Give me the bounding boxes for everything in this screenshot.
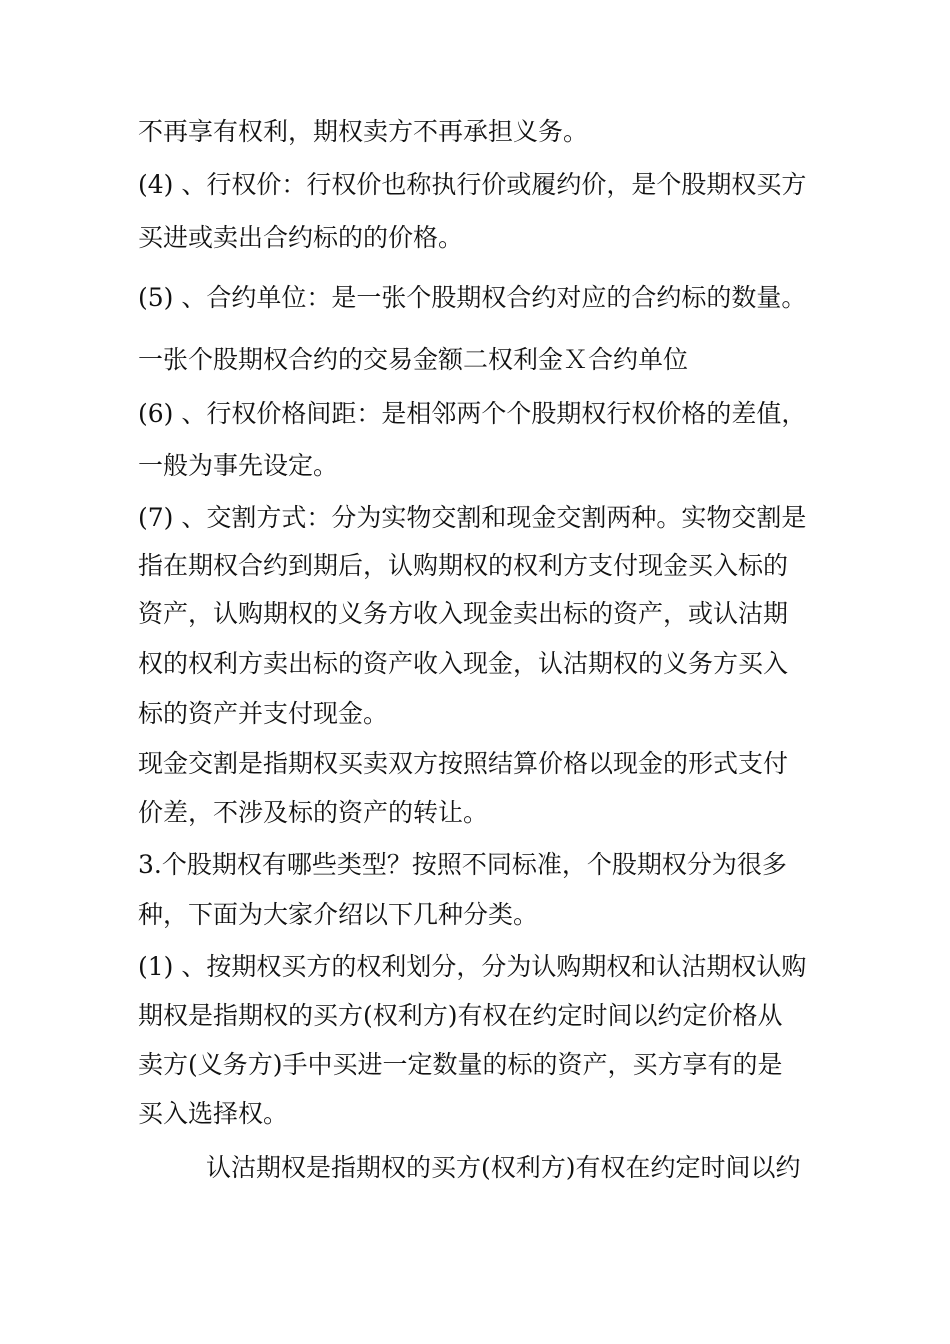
- text-line-16: 种，下面为大家介绍以下几种分类。: [138, 900, 539, 929]
- text-line-5: 一张个股期权合约的交易金额二权利金Ｘ合约单位: [138, 345, 689, 374]
- text-line-8: (7) 、交割方式：分为实物交割和现金交割两种。实物交割是: [138, 503, 807, 532]
- text-line-4: (5) 、合约单位：是一张个股期权合约对应的合约标的数量。: [138, 283, 807, 312]
- text-line-9: 指在期权合约到期后，认购期权的权利方支付现金买入标的: [138, 551, 789, 580]
- text-line-20: 买入选择权。: [138, 1099, 289, 1128]
- text-line-1: 不再享有权利，期权卖方不再承担义务。: [138, 117, 589, 146]
- text-line-15: 3.个股期权有哪些类型？按照不同标准，个股期权分为很多: [138, 850, 787, 879]
- text-line-21-indented: 认沽期权是指期权的买方(权利方)有权在约定时间以约: [206, 1153, 801, 1182]
- text-line-11: 权的权利方卖出标的资产收入现金，认沽期权的义务方买入: [138, 649, 789, 678]
- text-line-10: 资产，认购期权的义务方收入现金卖出标的资产，或认沽期: [138, 599, 789, 628]
- text-line-18: 期权是指期权的买方(权利方)有权在约定时间以约定价格从: [138, 1001, 783, 1030]
- text-line-17: (1) 、按期权买方的权利划分，分为认购期权和认沽期权认购: [138, 952, 807, 981]
- text-line-19: 卖方(义务方)手中买进一定数量的标的资产，买方享有的是: [138, 1050, 783, 1079]
- text-line-14: 价差，不涉及标的资产的转让。: [138, 798, 489, 827]
- text-line-12: 标的资产并支付现金。: [138, 699, 389, 728]
- text-line-13: 现金交割是指期权买卖双方按照结算价格以现金的形式支付: [138, 749, 789, 778]
- text-line-3: 买进或卖出合约标的的价格。: [138, 223, 464, 252]
- text-line-2: (4) 、行权价：行权价也称执行价或履约价，是个股期权买方: [138, 170, 807, 199]
- text-line-7: 一般为事先设定。: [138, 451, 339, 480]
- text-line-6: (6) 、行权价格间距：是相邻两个个股期权行权价格的差值，: [138, 399, 807, 428]
